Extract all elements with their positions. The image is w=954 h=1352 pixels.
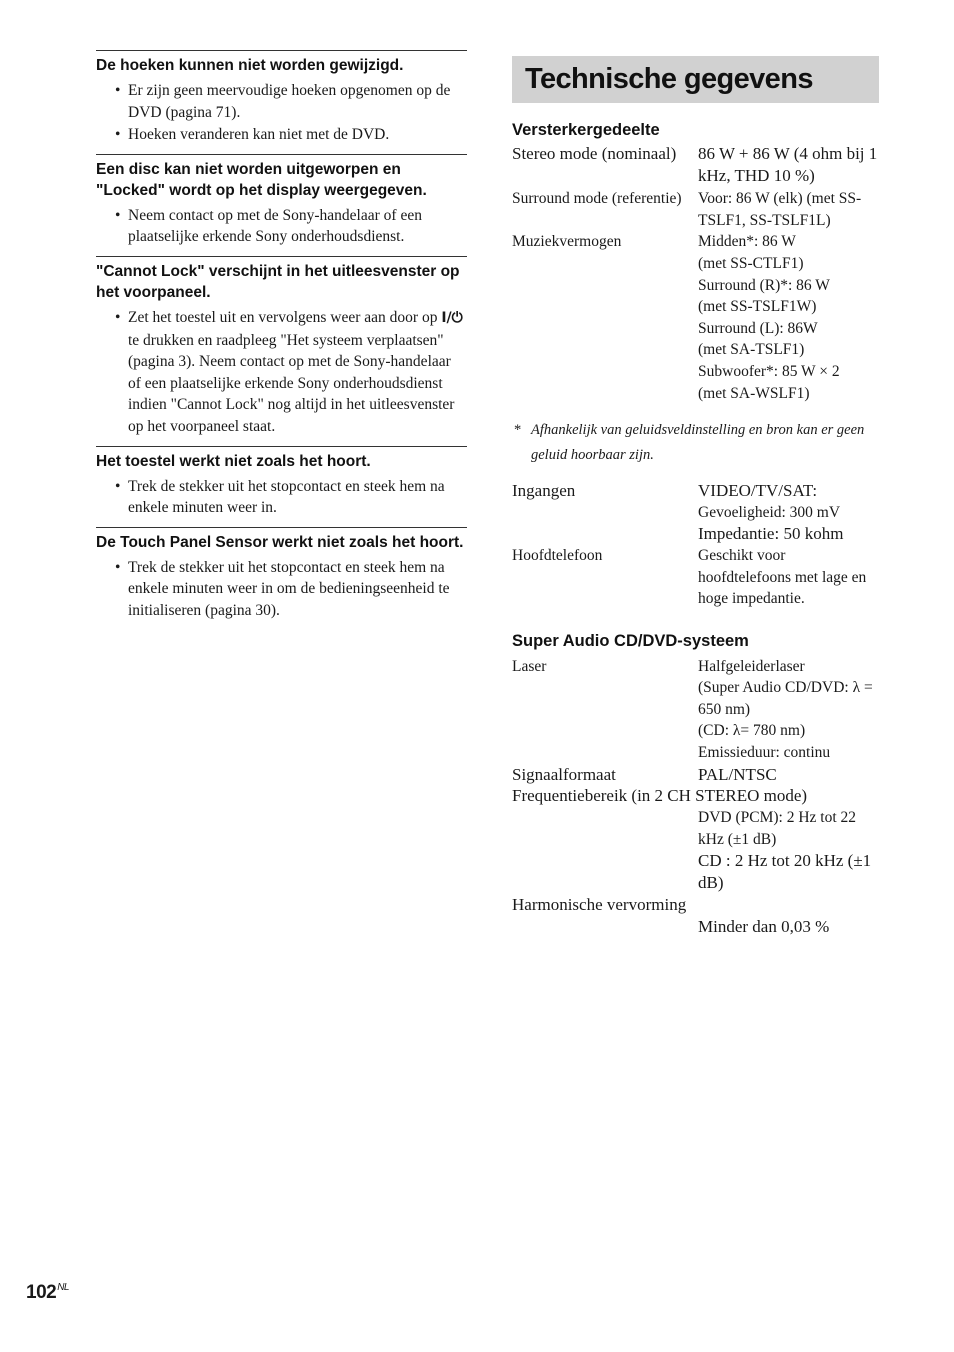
spec-value — [698, 656, 879, 764]
spec-line: Midden*: 86 W — [698, 233, 796, 251]
spec-line: Emissieduur: continu — [698, 744, 831, 762]
troubleshoot-heading: De hoeken kunnen niet worden gewijzigd. — [96, 57, 404, 74]
spec-line: (met SS-TSLF1W) — [698, 298, 817, 316]
troubleshoot-heading: "Cannot Lock" verschijnt in het uitleesvenster op het voorpaneel. — [96, 262, 460, 301]
bullet-text: te drukken en raadpleeg "Het systeem verplaatsen" (pagina 3). Neem contact op met de Sony-handelaar of een plaatselijke erkende Sony onderhoudsdienst indien "Cannot Lock" nog altijd in het uitleesvenster op het voorpaneel staat. — [128, 331, 455, 435]
spec-row-music-power — [512, 231, 879, 404]
troubleshoot-heading: Een disc kan niet worden uitgeworpen en "Locked" wordt op het display weergegeven. — [96, 160, 427, 199]
footnote-text: Afhankelijk van geluidsveldinstelling en bron kan er geen geluid hoorbaar zijn. — [531, 422, 865, 464]
troubleshoot-item — [96, 154, 467, 248]
spec-value: Minder dan 0,03 % — [698, 916, 830, 936]
footnote — [512, 418, 879, 468]
troubleshoot-item — [96, 50, 467, 146]
spec-label: Hoofdtelefoon — [512, 546, 603, 564]
spec-row-signal — [512, 764, 879, 786]
spec-label-harmonic: Harmonische vervorming — [512, 894, 687, 914]
footnote-mark: * — [514, 422, 522, 439]
spec-label: Surround mode (referentie) — [512, 190, 682, 208]
spec-line: CD : 2 Hz tot 20 kHz (±1 dB) — [698, 851, 872, 893]
bullet-item: • Neem contact op met de Sony-handelaar of een plaatselijke erkende Sony onderhoudsdienst. — [96, 205, 467, 248]
spec-line: VIDEO/TV/SAT: — [698, 481, 818, 501]
spec-line: Subwoofer*: 85 W × 2 — [698, 362, 840, 380]
page-number-value: 102 — [26, 1282, 57, 1303]
spec-value: PAL/NTSC — [698, 764, 777, 784]
spec-row-harmonic — [512, 916, 879, 938]
spec-line: (met SA-TSLF1) — [698, 341, 805, 359]
page-language-suffix: NL — [57, 1282, 69, 1293]
spec-line: Gevoeligheid: 300 mV — [698, 503, 841, 521]
troubleshoot-heading: Het toestel werkt niet zoals het hoort. — [96, 452, 371, 470]
spec-line: (met SS-CTLF1) — [698, 254, 804, 272]
spec-value — [698, 231, 879, 404]
spec-value — [698, 480, 879, 545]
troubleshooting-column — [96, 50, 467, 630]
spec-row-inputs — [512, 480, 879, 545]
spec-label-frequency: Frequentiebereik (in 2 CH STEREO mode) — [512, 786, 808, 806]
spec-label: Ingangen — [512, 481, 576, 501]
spec-label: Stereo mode (nominaal) — [512, 144, 677, 163]
spec-row-frequency — [512, 807, 879, 893]
spec-row-surround — [512, 188, 879, 231]
spec-label: Muziekvermogen — [512, 233, 622, 251]
bullet-item: • Trek de stekker uit het stopcontact en steek hem na enkele minuten weer in. — [96, 476, 467, 519]
section-heading-amplifier: Versterkergedeelte — [512, 121, 660, 139]
title-band — [512, 56, 879, 103]
section-heading-sacd: Super Audio CD/DVD-systeem — [512, 631, 749, 650]
spec-line: Surround (R)*: 86 W — [698, 276, 830, 294]
spec-line: (CD: λ= 780 nm) — [698, 722, 806, 740]
power-icon: I/⏻ — [441, 309, 463, 326]
bullet-item: • Trek de stekker uit het stopcontact en steek hem na enkele minuten weer in om de bedieningseenheid te initialiseren (pagina 30). — [96, 557, 467, 622]
spec-value — [698, 807, 879, 893]
spec-row-laser — [512, 656, 879, 764]
troubleshoot-heading: De Touch Panel Sensor werkt niet zoals het hoort. — [96, 533, 464, 551]
spec-label: Signaalformaat — [512, 764, 616, 784]
troubleshoot-item — [96, 446, 467, 519]
spec-label: Laser — [512, 657, 547, 675]
spec-row-stereo — [512, 143, 879, 186]
troubleshoot-item — [96, 527, 467, 622]
spec-value: Voor: 86 W (elk) (met SS-TSLF1, SS-TSLF1L) — [698, 190, 862, 229]
specs-column — [512, 56, 879, 937]
spec-line: Impedantie: 50 kohm — [698, 524, 844, 544]
bullet-text: Zet het toestel uit en vervolgens weer aan door op — [128, 308, 438, 326]
spec-line: Surround (L): 86W — [698, 319, 818, 337]
troubleshoot-item — [96, 256, 467, 438]
spec-line: DVD (PCM): 2 Hz tot 22 kHz (±1 dB) — [698, 809, 857, 848]
spec-value: Geschikt voor hoofdtelefoons met lage en hoge impedantie. — [698, 546, 867, 608]
bullet-item — [96, 307, 467, 438]
spec-row-headphones — [512, 545, 879, 610]
spec-line: Halfgeleiderlaser — [698, 657, 805, 675]
spec-line: (met SA-WSLF1) — [698, 384, 810, 402]
bullet-item: • Hoeken veranderen kan niet met de DVD. — [96, 124, 467, 146]
page-number — [26, 1282, 69, 1304]
spec-line: (Super Audio CD/DVD: λ = 650 nm) — [698, 679, 873, 718]
spec-value: 86 W + 86 W (4 ohm bij 1 kHz, THD 10 %) — [698, 144, 878, 185]
bullet-item: • Er zijn geen meervoudige hoeken opgenomen op de DVD (pagina 71). — [96, 80, 467, 123]
page-title: Technische gegevens — [525, 63, 813, 95]
